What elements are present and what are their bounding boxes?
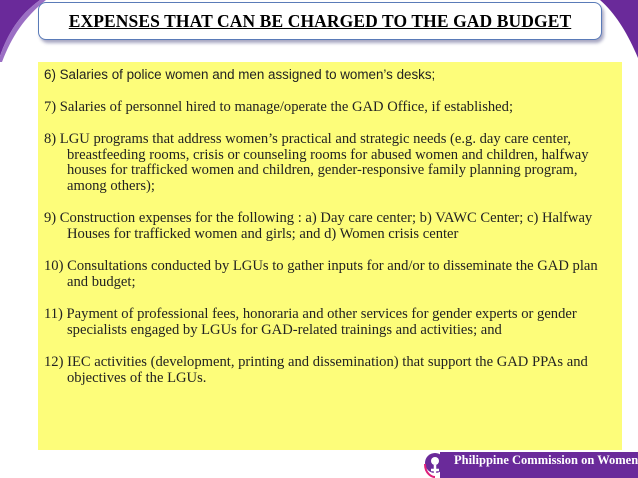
list-item: 12) IEC activities (development, printing and dissemination) that support the GAD PPAs and objectives of the LGUs. bbox=[44, 354, 588, 386]
list-item: 6) Salaries of police women and men assigned to women’s desks; bbox=[44, 67, 436, 82]
list-item: 11) Payment of professional fees, honoraria and other services for gender experts or gender specialists engaged by LGUs for GAD-related trainings and activities; and bbox=[44, 306, 577, 338]
list-item: 8) LGU programs that address women’s practical and strategic needs (e.g. day care center, breastfeeding rooms, crisis or counseling rooms for abused women and children, halfway houses for trafficked women and children, gender-responsive family planning program, among others); bbox=[44, 131, 589, 194]
title-box bbox=[38, 2, 602, 40]
list-item: 7) Salaries of personnel hired to manage/operate the GAD Office, if established; bbox=[44, 98, 514, 115]
slide-title: EXPENSES THAT CAN BE CHARGED TO THE GAD BUDGET bbox=[68, 10, 572, 31]
footer-org-name: Philippine Commission on Women bbox=[454, 453, 638, 467]
pcw-logo-icon bbox=[422, 450, 448, 478]
list-item: 9) Construction expenses for the following : a) Day care center; b) VAWC Center; c) Halfway Houses for trafficked women and girls; and d) Women crisis center bbox=[44, 210, 593, 242]
list-item: 10) Consultations conducted by LGUs to gather inputs for and/or to disseminate the GAD plan and budget; bbox=[44, 258, 598, 290]
content-box bbox=[38, 62, 622, 450]
